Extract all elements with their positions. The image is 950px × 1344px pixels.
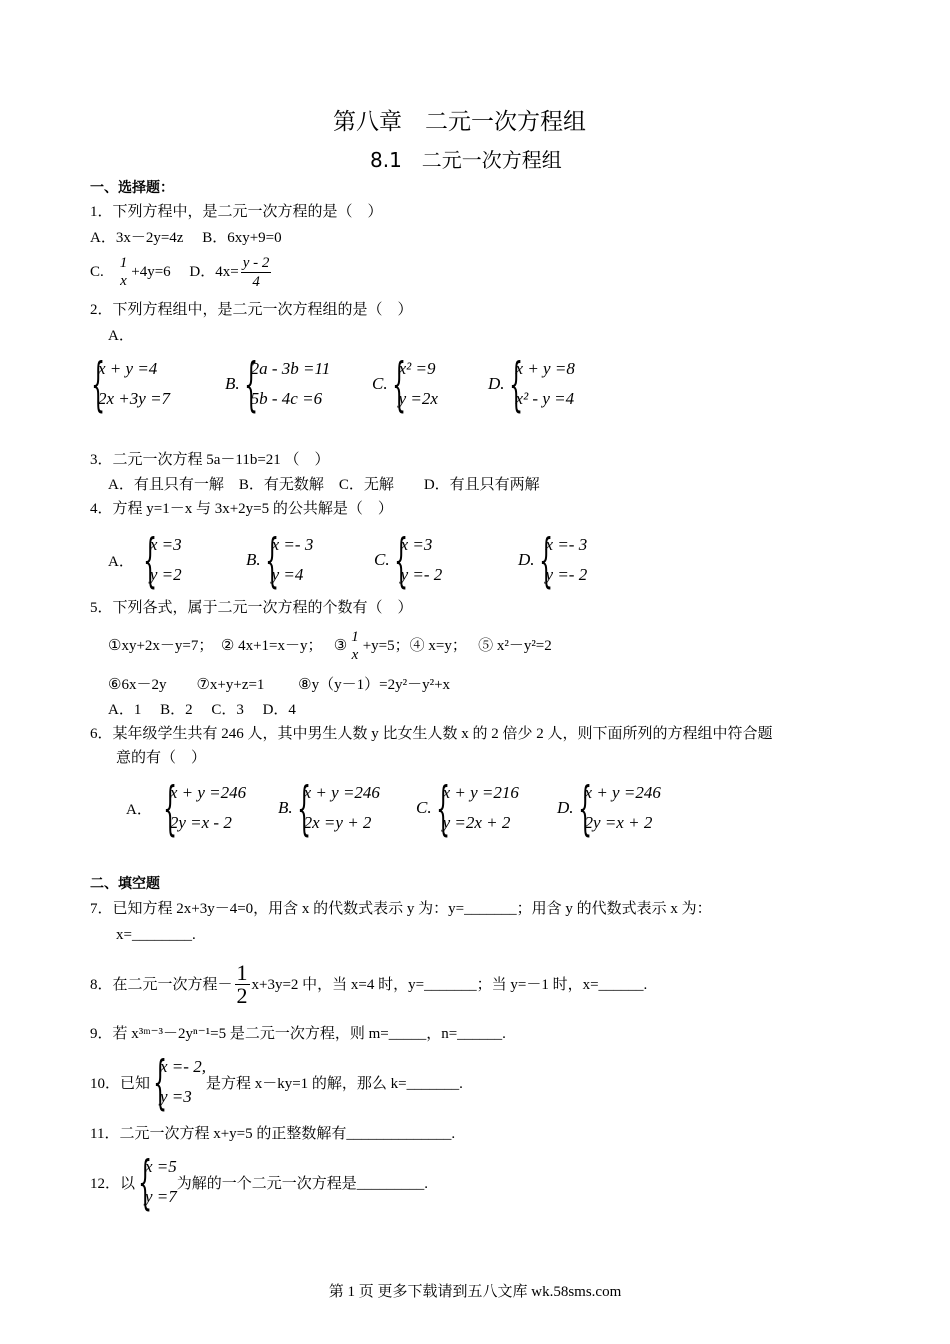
q2-stem: 2．下列方程组中，是二元一次方程组的是（ ）	[90, 302, 413, 318]
equation: x + y =246	[169, 783, 247, 802]
q1-optc-suffix: +4y=6 D．4x=	[131, 264, 239, 280]
section-fill-heading: 二、填空题	[90, 876, 160, 892]
q8-prefix: 8．在二元一次方程－	[90, 976, 233, 993]
option-label: D.	[488, 374, 505, 393]
q8-fraction	[235, 962, 250, 1007]
page-footer: 第 1 页 更多下载请到五八文库 wk.58sms.com	[328, 1284, 622, 1300]
q6-option-b-system	[278, 774, 380, 842]
equation: 2a - 3b =11	[250, 359, 331, 378]
equation: y =4	[271, 565, 304, 584]
brace-icon: {	[264, 526, 279, 594]
equation: x =3	[400, 535, 433, 554]
section-choice-heading: 一、选择题：	[90, 180, 174, 196]
equation: x + y =216	[442, 783, 519, 802]
equation: x =- 2,	[160, 1057, 206, 1076]
equation: x =- 3	[545, 535, 588, 554]
q12-prefix: 12．以	[90, 1175, 136, 1192]
q10-line	[90, 1048, 463, 1116]
equation: 5b - 4c =6	[250, 389, 323, 408]
q5-line2: ⑥6x－2y ⑦x+y+z=1 ⑧y（y－1）=2y²－y²+x	[108, 677, 451, 693]
q1-optc-prefix: C.	[90, 264, 104, 280]
q2-option-c-system	[372, 350, 438, 418]
equation: x =- 3	[271, 535, 314, 554]
option-label: C.	[374, 550, 390, 569]
brace-icon: {	[538, 526, 553, 594]
equation: y =2x + 2	[442, 813, 511, 832]
equation: 2y =x + 2	[584, 813, 653, 832]
fraction-denominator: 4	[252, 273, 260, 290]
option-label: A．	[108, 553, 134, 570]
fraction-numerator: 1	[119, 255, 128, 271]
fraction-denominator: x	[120, 273, 127, 289]
brace-icon: {	[153, 1048, 168, 1116]
equation: x + y =8	[515, 359, 575, 378]
q5-options: A．1 B．2 C．3 D．4	[108, 702, 296, 718]
fraction-numerator: y - 2	[242, 254, 270, 271]
q6-stem-line2: 意的有（ ）	[116, 750, 207, 766]
q10-prefix: 10．已知	[90, 1075, 151, 1092]
q1-optd-fraction	[241, 254, 272, 291]
q4-option-d-system	[518, 526, 588, 594]
option-label: B.	[278, 798, 293, 817]
brace-icon: {	[393, 526, 408, 594]
equation: x =5	[145, 1157, 177, 1176]
page-title: 第八章 二元一次方程组	[333, 109, 586, 135]
brace-icon: {	[508, 350, 523, 418]
q1-stem: 1．下列方程中，是二元一次方程的是（ ）	[90, 204, 383, 220]
fraction-denominator: 2	[236, 983, 248, 1008]
brace-icon: {	[91, 350, 106, 418]
q1-options-ab: A．3x－2y=4z B．6xy+9=0	[90, 230, 282, 246]
equation: 2x =y + 2	[303, 813, 372, 832]
brace-icon: {	[162, 774, 177, 842]
q5-fraction	[349, 628, 361, 664]
q6-option-a-system	[126, 774, 247, 842]
q4-option-a-system	[108, 526, 182, 594]
fraction-numerator: 1	[351, 629, 359, 645]
equation: y =- 2	[400, 565, 443, 584]
option-label: A．	[126, 801, 152, 818]
q8-line	[90, 962, 647, 1007]
q5-line1-part-a: ①xy+2x－y=7； ② 4x+1=x－y； ③	[108, 638, 348, 654]
brace-icon: {	[296, 774, 311, 842]
option-label: D.	[557, 798, 574, 817]
q5-stem: 5．下列各式，属于二元一次方程的个数有（ ）	[90, 600, 413, 616]
brace-icon: {	[435, 774, 450, 842]
q2-option-a-label: A．	[108, 328, 134, 344]
q2-option-b-system	[225, 350, 331, 418]
q6-option-d-system	[557, 774, 661, 842]
q11-line: 11．二元一次方程 x+y=5 的正整数解有______________.	[90, 1126, 456, 1142]
equation: 2y =x - 2	[169, 813, 232, 832]
equation: x + y =246	[303, 783, 380, 802]
q6-option-c-system	[416, 774, 519, 842]
page-subtitle: 8.1 二元一次方程组	[370, 148, 562, 172]
option-label: C.	[372, 374, 388, 393]
brace-icon: {	[243, 350, 258, 418]
q6-stem-line1: 6．某年级学生共有 246 人，其中男生人数 y 比女生人数 x 的 2 倍少 2 人，则下面所列的方程组中符合题	[90, 726, 773, 742]
q1-optc-fraction	[118, 254, 130, 290]
equation: y =3	[160, 1087, 192, 1106]
equation: y =7	[145, 1187, 177, 1206]
option-label: B.	[225, 374, 240, 393]
q7-line1: 7．已知方程 2x+3y－4=0，用含 x 的代数式表示 y 为：y=_______；用含 y 的代数式表示 x 为：	[90, 901, 712, 917]
equation: x² =9	[398, 359, 436, 378]
q7-line2: x=________.	[116, 927, 196, 943]
equation: 2x +3y =7	[98, 389, 171, 408]
q5-line1	[108, 624, 552, 668]
q2-option-d-system	[488, 350, 575, 418]
q3-options: A．有且只有一解 B．有无数解 C．无解 D．有且只有两解	[108, 477, 540, 493]
q12-suffix: 为解的一个二元一次方程是_________.	[176, 1175, 429, 1192]
equation: y =- 2	[545, 565, 588, 584]
brace-icon: {	[142, 526, 157, 594]
brace-icon: {	[391, 350, 406, 418]
q9-line: 9．若 x³ᵐ⁻³－2yⁿ⁻¹=5 是二元一次方程，则 m=_____，n=______.	[90, 1026, 506, 1042]
option-label: B.	[246, 550, 261, 569]
q5-line1-part-b: +y=5；④ x=y； ⑤ x²－y²=2	[362, 638, 552, 654]
option-label: C.	[416, 798, 432, 817]
q8-suffix: x+3y=2 中，当 x=4 时，y=_______；当 y=－1 时，x=______.	[251, 976, 648, 993]
equation: y =2	[149, 565, 182, 584]
brace-icon: {	[577, 774, 592, 842]
q2-option-a-system	[88, 350, 171, 418]
equation: x + y =246	[584, 783, 661, 802]
q12-line	[90, 1148, 429, 1216]
fraction-numerator: 1	[236, 960, 248, 985]
q1-options-cd	[90, 252, 273, 292]
q4-option-b-system	[246, 526, 314, 594]
equation: x =3	[149, 535, 182, 554]
q4-option-c-system	[374, 526, 443, 594]
equation: y =2x	[398, 389, 438, 408]
fraction-denominator: x	[351, 647, 359, 663]
q3-stem: 3．二元一次方程 5a－11b=21 （ ）	[90, 452, 330, 468]
q10-suffix: 是方程 x－ky=1 的解，那么 k=_______.	[205, 1075, 463, 1092]
brace-icon: {	[138, 1148, 153, 1216]
equation: x² - y =4	[515, 389, 575, 408]
q4-stem: 4．方程 y=1－x 与 3x+2y=5 的公共解是（ ）	[90, 501, 393, 517]
option-label: D.	[518, 550, 535, 569]
equation: x + y =4	[98, 359, 158, 378]
